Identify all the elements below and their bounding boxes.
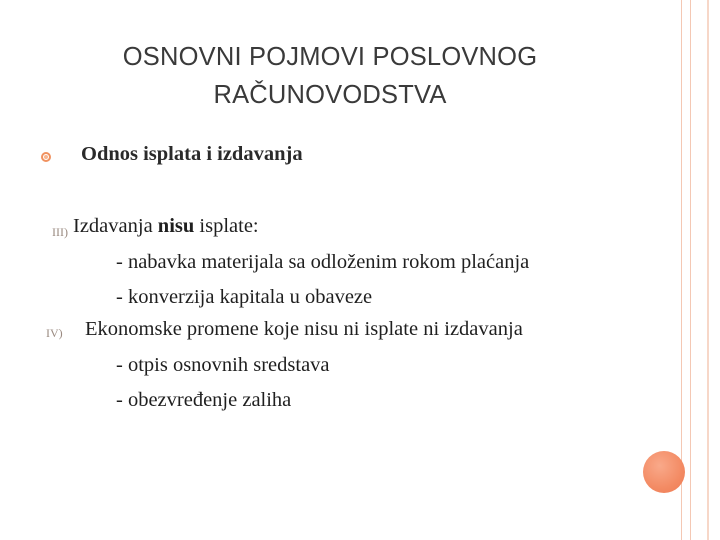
list-marker: IV) <box>46 326 63 340</box>
sub-item: - nabavka materijala sa odloženim rokom plaćanja <box>116 251 530 273</box>
circle-bullet-icon <box>41 152 51 162</box>
decorative-line <box>690 0 691 540</box>
list-item-text: Izdavanja <box>73 215 158 237</box>
slide-title <box>0 38 660 114</box>
list-item: Ekonomske promene koje nisu ni isplate ni izdavanja <box>85 318 523 340</box>
decorative-circle <box>643 451 685 493</box>
slide-subtitle: Odnos isplata i izdavanja <box>81 143 303 165</box>
list-marker: III) <box>52 225 68 239</box>
sub-item: - obezvređenje zaliha <box>116 389 292 411</box>
list-item-text: isplate: <box>194 215 259 237</box>
slide-title-line: RAČUNOVODSTVA <box>213 81 447 109</box>
sub-item: - konverzija kapitala u obaveze <box>116 286 373 308</box>
list-item-bold-text: nisu <box>157 215 195 237</box>
slide-title-line: OSNOVNI POJMOVI POSLOVNOG <box>122 43 538 71</box>
list-item <box>73 215 259 238</box>
sub-item: - otpis osnovnih sredstava <box>116 354 330 376</box>
decorative-line <box>707 0 709 540</box>
